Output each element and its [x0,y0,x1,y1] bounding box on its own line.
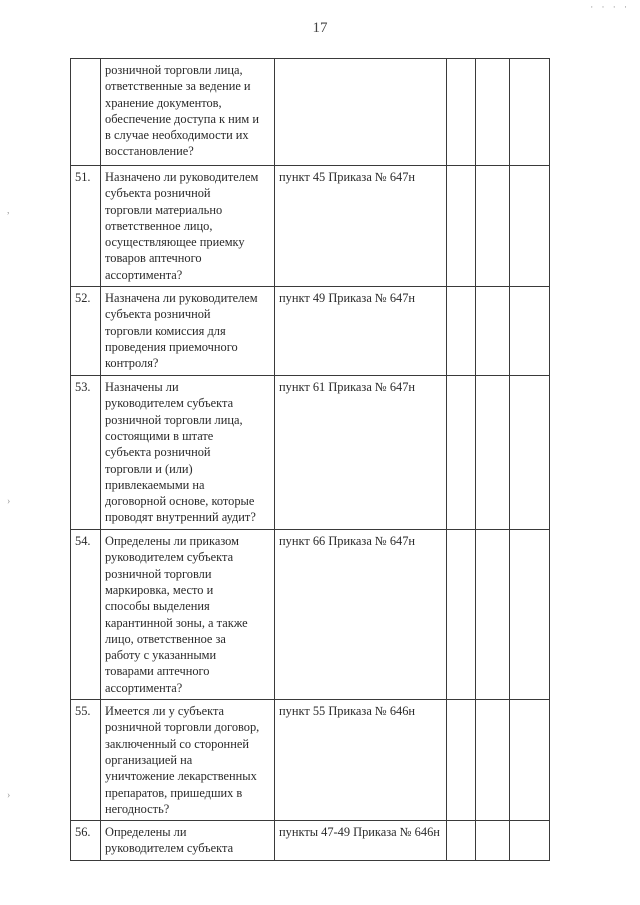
requirement-text: Определены ли руководителем субъекта [101,821,275,861]
table-row [71,166,550,287]
margin-tick-mark: › [7,496,11,507]
row-number: 51. [71,166,101,287]
requirement-text: розничной торговли лица, ответственные за ведение и хранение документов, обеспечение доступа к ним и в случае необходимости их восстановление? [101,59,275,166]
answer-cell-no [476,59,510,166]
table-row [71,821,550,861]
answer-cell-na [510,376,550,530]
answer-cell-no [476,287,510,376]
answer-cell-no [476,700,510,821]
margin-tick-mark: › [7,790,11,801]
row-number: 55. [71,700,101,821]
row-number: 56. [71,821,101,861]
legal-reference: пункт 55 Приказа № 646н [275,700,447,821]
corner-scan-marks: · · · · [590,2,630,12]
row-number: 53. [71,376,101,530]
answer-cell-yes [447,287,476,376]
requirement-text: Назначено ли руководителем субъекта розничной торговли материально ответственное лицо, осуществляющее приемку товаров аптечного ассортимента? [101,166,275,287]
answer-cell-yes [447,821,476,861]
answer-cell-yes [447,376,476,530]
table-row [71,530,550,700]
row-number [71,59,101,166]
requirement-text: Имеется ли у субъекта розничной торговли договор, заключенный со сторонней организацией на уничтожение лекарственных препаратов, пришедших в негодность? [101,700,275,821]
answer-cell-na [510,287,550,376]
checklist-table [70,58,550,861]
legal-reference: пункт 61 Приказа № 647н [275,376,447,530]
answer-cell-yes [447,530,476,700]
legal-reference: пункт 49 Приказа № 647н [275,287,447,376]
legal-reference [275,59,447,166]
legal-reference: пункт 45 Приказа № 647н [275,166,447,287]
answer-cell-no [476,376,510,530]
page-number: 17 [312,20,328,36]
row-number: 52. [71,287,101,376]
margin-tick-mark: , [7,205,10,216]
table-row [71,59,550,166]
legal-reference: пункты 47-49 Приказа № 646н [275,821,447,861]
answer-cell-yes [447,166,476,287]
requirement-text: Определены ли приказом руководителем субъекта розничной торговли маркировка, место и способы выделения карантинной зоны, а также лицо, ответственное за работу с указанными товарами аптечного ассортимента? [101,530,275,700]
answer-cell-no [476,821,510,861]
answer-cell-na [510,530,550,700]
answer-cell-na [510,821,550,861]
answer-cell-no [476,530,510,700]
table-row [71,287,550,376]
answer-cell-na [510,166,550,287]
legal-reference: пункт 66 Приказа № 647н [275,530,447,700]
answer-cell-yes [447,700,476,821]
table-row [71,700,550,821]
answer-cell-na [510,700,550,821]
answer-cell-na [510,59,550,166]
answer-cell-yes [447,59,476,166]
row-number: 54. [71,530,101,700]
requirement-text: Назначена ли руководителем субъекта розничной торговли комиссия для проведения приемочного контроля? [101,287,275,376]
table-row [71,376,550,530]
requirement-text: Назначены ли руководителем субъекта розничной торговли лица, состоящими в штате субъекта розничной торговли и (или) привлекаемыми на договорной основе, которые проводят внутренний аудит? [101,376,275,530]
answer-cell-no [476,166,510,287]
